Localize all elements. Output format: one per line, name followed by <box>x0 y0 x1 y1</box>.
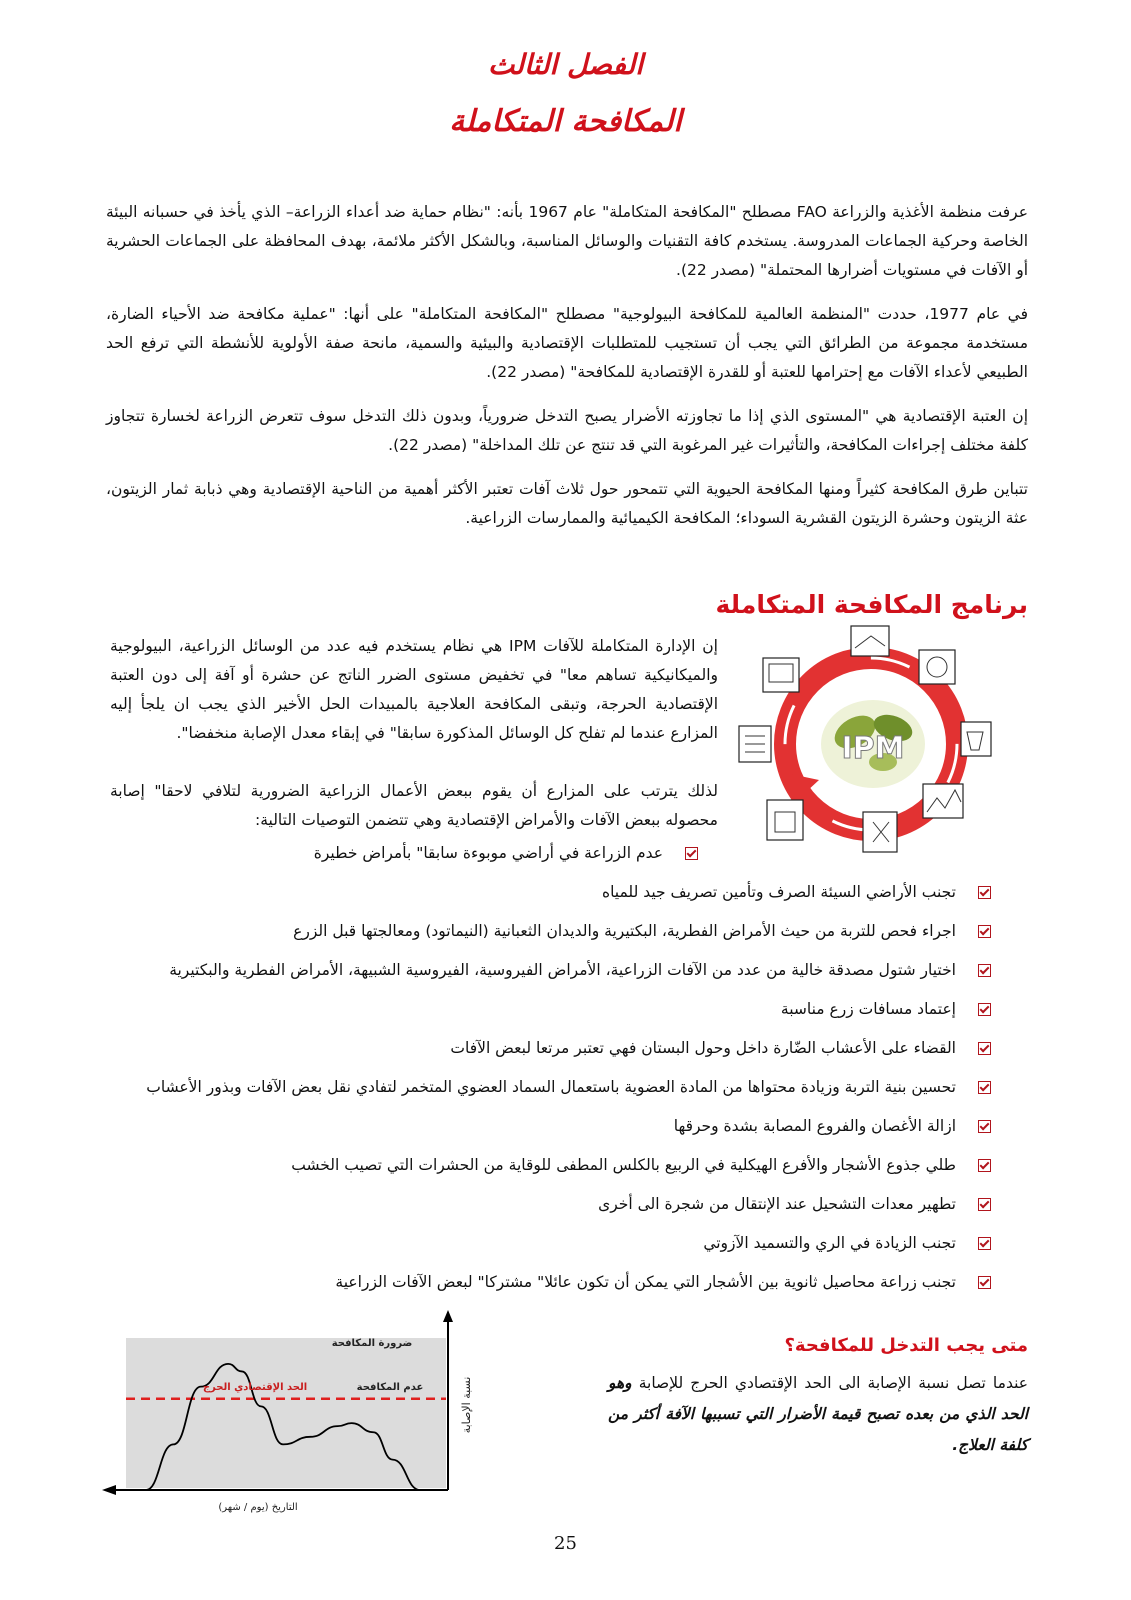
recommendation-text: إعتماد مسافات زرع مناسبة <box>780 1000 956 1018</box>
checkbox-checked-icon <box>978 925 991 938</box>
list-item <box>146 1185 991 1224</box>
checkbox-checked-icon <box>978 1198 991 1211</box>
intervention-title: متى يجب التدخل للمكافحة؟ <box>784 1335 1028 1356</box>
inspector-icon <box>919 650 955 684</box>
list-item <box>146 1263 991 1302</box>
checkbox-checked-icon <box>978 1003 991 1016</box>
list-item <box>146 1146 991 1185</box>
paragraph-fao-definition: عرفت منظمة الأغذية والزراعة FAO مصطلح "المكافحة المتكاملة" عام 1967 بأنه: "نظام حماية ضد أعداء الزراعة– الذي يأخذ في حسبانه البيئة الخاصة وحركية الجماعات المدروسة. يستخدم كافة التقنيات والوسائل المناسبة، وبالشكل الأكثر ملائمة، بهدف المحافظة على الجماعات الحشرية أو الآفات في مستويات أضرارها المحتملة" (مصدر 22). <box>106 203 1028 279</box>
ipm-section-title: برنامج المكافحة المتكاملة <box>715 590 1028 619</box>
ipm-intro2-paragraph: لذلك يترتب على المزارع أن يقوم ببعض الأعمال الزراعية الضرورية لتلافي لاحقا" إصابة محصوله ببعض الآفات والأمراض الإقتصادية وهي تتضمن التوصيات التالية: <box>110 782 718 829</box>
y-axis-arrow-icon <box>443 1310 453 1322</box>
checkbox-checked-icon <box>685 847 698 860</box>
list-item <box>146 990 991 1029</box>
insect-icon <box>863 812 897 852</box>
recommendation-text: اجراء فحص للتربة من حيث الأمراض الفطرية، البكتيرية والديدان الثعبانية (النيماتود) ومعالجتها قبل الزرع <box>293 922 956 940</box>
intervention-text-plain: عندما تصل نسبة الإصابة الى الحد الإقتصادي الحرج للإصابة <box>631 1374 1028 1392</box>
annotation-no-control: عدم المكافحة <box>356 1382 424 1393</box>
paragraph-economic-threshold: إن العتبة الإقتصادية هي "المستوى الذي إذا ما تجاوزته الأضرار يصبح التدخل ضرورياً، وبدون ذلك التدخل سوف تتعرض الزراعة لخسارة تتجاوز كلفة مختلف إجراءات المكافحة، والتأثيرات غير المرغوبة التي قد تنتج عن تلك المداخلة" (مصدر 22). <box>106 407 1028 454</box>
paragraph-1977-definition: في عام 1977، حددت "المنظمة العالمية للمكافحة البيولوجية" مصطلح "المكافحة المتكاملة" على أنها: "عملية مكافحة ضد الأحياء الضارة، مستخدمة مجموعة من الطرائق التي يجب أن تستجيب للمتطلبات الإقتصادية والبيئية والسمية، مانحة صفة الأولوية للأنشطة التي ترفع الحد الطبيعي لأعداء الآفات مع إحترامها للعتبة أو للقدرة الإقتصادية للمكافحة" (مصدر 22). <box>106 305 1028 381</box>
checkbox-checked-icon <box>978 1237 991 1250</box>
page-number: 25 <box>554 1533 577 1554</box>
lab-icon <box>767 800 803 840</box>
recommendation-text: القضاء على الأعشاب الضّارة داخل وحول البستان فهي تعتبر مرتعا لبعض الآفات <box>450 1039 956 1057</box>
list-item <box>146 1068 991 1107</box>
checkbox-checked-icon <box>978 1042 991 1055</box>
checkbox-checked-icon <box>978 1120 991 1133</box>
intervention-text-bold: وهو الحد الذي من بعده تصبح قيمة الأضرار التي تسببها الآفة أكثر من كلفة العلاج. <box>608 1374 1028 1454</box>
computer-icon <box>763 658 799 692</box>
list-item <box>146 951 991 990</box>
checkbox-checked-icon <box>978 1159 991 1172</box>
recommendation-text: عدم الزراعة في أراضي موبوءة سابقا" بأمراض خطيرة <box>313 844 663 862</box>
recommendation-text: تحسين بنية التربة وزيادة محتواها من المادة العضوية باستعمال السماد العضوي المتخمر لتفادي نقل بعض الآفات وبذور الأعشاب <box>146 1078 956 1096</box>
recommendation-text: ازالة الأغصان والفروع المصابة بشدة وحرقها <box>673 1117 956 1135</box>
list-item <box>146 1224 991 1263</box>
recommendation-text: طلي جذوع الأشجار والأفرع الهيكلية في الربيع بالكلس المطفى للوقاية من الحشرات التي تصيب الخشب <box>291 1156 956 1174</box>
annotation-control-needed: ضرورة المكافحة <box>331 1338 413 1349</box>
chapter-subtitle: المكافحة المتكاملة <box>449 104 682 139</box>
recommendations-list <box>146 873 991 1302</box>
first-recommendation-list <box>314 834 698 873</box>
x-axis-label: التاريخ (يوم / شهر) <box>218 1502 298 1513</box>
list-item <box>314 834 698 873</box>
threshold-label: الحد الإقتصادي الحرج <box>202 1382 308 1393</box>
sprayer-icon <box>961 722 991 756</box>
recommendation-text: تجنب الأراضي السيئة الصرف وتأمين تصريف جيد للمياه <box>601 883 956 901</box>
checkbox-checked-icon <box>978 1276 991 1289</box>
x-axis-arrow-icon <box>102 1485 116 1495</box>
list-item <box>146 873 991 912</box>
recommendation-text: تجنب زراعة محاصيل ثانوية بين الأشجار التي يمكن أن تكون عائلا" مشتركا" لبعض الآفات الزراعية <box>335 1273 956 1291</box>
recommendation-text: تجنب الزيادة في الري والتسميد الآزوتي <box>703 1234 956 1252</box>
graph-icon <box>923 784 963 818</box>
ipm-label: IPM <box>841 731 905 766</box>
checkbox-checked-icon <box>978 964 991 977</box>
intervention-text <box>608 1368 1028 1461</box>
paragraph-control-methods: تتباين طرق المكافحة كثيراً ومنها المكافحة الحيوية التي تتمحور حول ثلاث آفات تعتبر الأكثر أهمية من الناحية الإقتصادية وهي ذبابة ثمار الزيتون، عثة الزيتون وحشرة الزيتون القشرية السوداء؛ المكافحة الكيميائية والممارسات الزراعية. <box>106 480 1028 527</box>
recommendation-text: تطهير معدات التشحيل عند الإنتقال من شجرة الى أخرى <box>598 1195 956 1213</box>
chapter-title: الفصل الثالث <box>487 48 644 81</box>
list-item <box>146 1029 991 1068</box>
infestation-chart <box>100 1310 500 1525</box>
ipm-cycle-diagram <box>733 622 993 860</box>
field-icon <box>851 626 889 656</box>
y-axis-label: نسبة الإصابة <box>460 1376 473 1434</box>
list-item <box>146 1107 991 1146</box>
checkbox-checked-icon <box>978 886 991 899</box>
recommendation-text: اختيار شتول مصدقة خالية من عدد من الآفات الزراعية، الأمراض الفيروسية، الفيروسية الشبيهة، الأمراض الفطرية والبكتيرية <box>169 961 956 979</box>
chart-plot-area <box>126 1338 446 1488</box>
checkbox-checked-icon <box>978 1081 991 1094</box>
ipm-intro-paragraph: إن الإدارة المتكاملة للآفات IPM هي نظام يستخدم فيه عدد من الوسائل الزراعية، البيولوجية والميكانيكية تساهم معا" في تخفيض مستوى الضرر الناتج عن حشرة أو آفة إلى دون العتبة الإقتصادية الحرجة، وتبقى المكافحة العلاجية بالمبيدات الحل الأخير الذي يجب ان يلجأ إليه المزارع عندما لم تفلح كل الوسائل المذكورة سابقا" في إبقاء معدل الإصابة منخفضا". <box>110 637 718 742</box>
list-item <box>146 912 991 951</box>
